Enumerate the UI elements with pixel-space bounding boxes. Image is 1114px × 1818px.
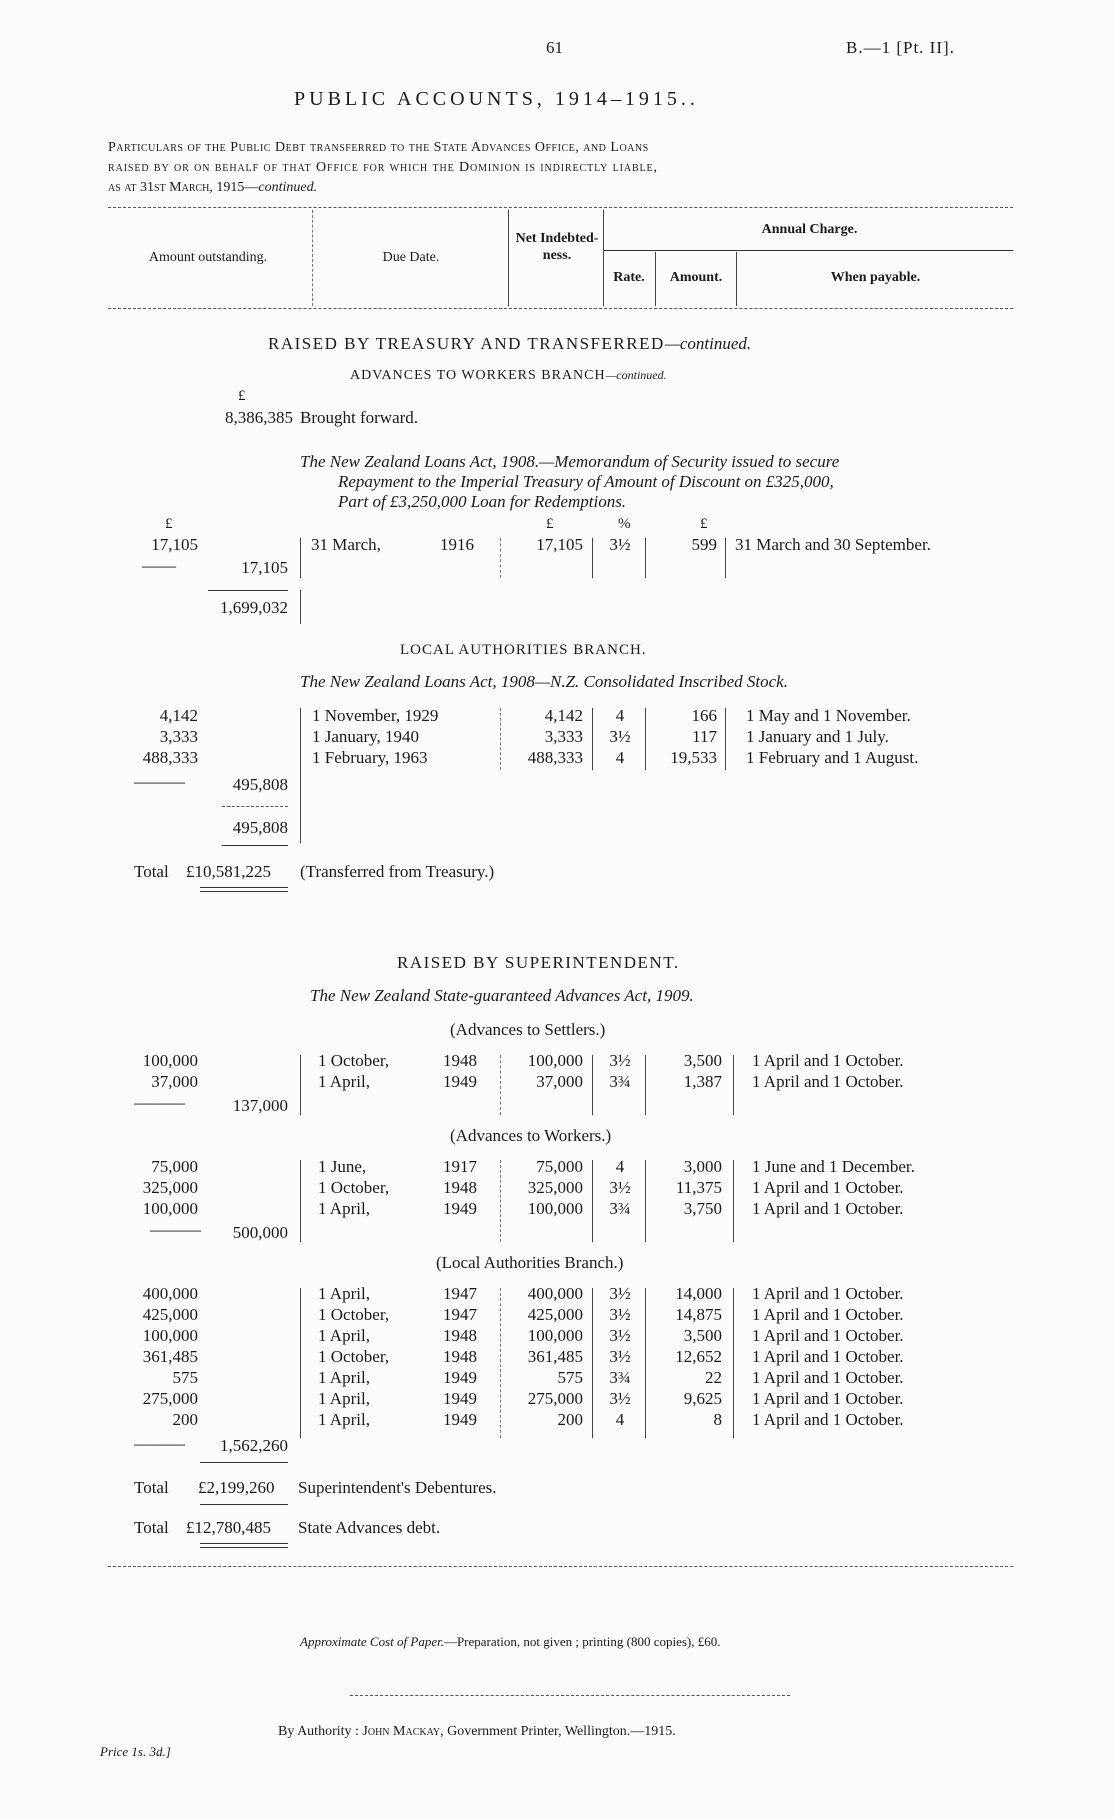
due-date: 1 October, <box>318 1051 390 1070</box>
when-payable: 1 April and 1 October. <box>752 1051 904 1070</box>
rate: 3½ <box>609 1284 631 1303</box>
dash: ——— <box>134 772 185 791</box>
when-payable: 1 April and 1 October. <box>752 1347 904 1366</box>
rule <box>200 1462 288 1463</box>
rate: 3½ <box>609 1326 631 1345</box>
document-reference: B.—1 [Pt. II]. <box>846 38 955 57</box>
col-rate: Rate. <box>613 270 645 285</box>
amount-outstanding: 488,333 <box>142 748 198 767</box>
branch-heading: LOCAL AUTHORITIES BRANCH. <box>400 642 647 658</box>
branch-heading-text: ADVANCES TO WORKERS BRANCH <box>350 368 606 383</box>
due-date: 1 October, <box>318 1347 390 1366</box>
rule <box>208 590 288 591</box>
due-date: 31 March, <box>311 535 381 554</box>
due-date: 1 November, 1929 <box>312 706 439 725</box>
due-year: 1949 <box>443 1199 477 1218</box>
column-rule <box>500 708 501 770</box>
amount-outstanding: 4,142 <box>159 706 198 725</box>
dash: ——— <box>134 1093 185 1112</box>
when-payable: 1 April and 1 October. <box>752 1389 904 1408</box>
due-date: 1 April, <box>318 1284 370 1303</box>
rate: 3½ <box>609 1389 631 1408</box>
net-indebtedness: 100,000 <box>527 1326 583 1345</box>
due-date: 1 April, <box>318 1199 370 1218</box>
due-date: 1 April, <box>318 1410 370 1429</box>
column-rule <box>300 590 301 624</box>
act-description-line-3: Part of £3,250,000 Loan for Redemptions. <box>338 492 627 511</box>
pound-sign: £ <box>546 516 554 532</box>
total-amount: £2,199,260 <box>198 1478 275 1497</box>
caption-date: as at 31st March, 1915— <box>108 180 259 195</box>
column-rule <box>500 1288 501 1438</box>
section-heading <box>268 334 751 354</box>
column-rule <box>733 1288 734 1438</box>
net-indebtedness: 100,000 <box>527 1051 583 1070</box>
rate: 3¾ <box>609 1072 631 1091</box>
branch-heading-continued: —continued. <box>605 368 667 382</box>
section-heading-continued: —continued. <box>664 334 752 353</box>
column-rule <box>300 538 301 578</box>
section-subtotal: 1,699,032 <box>220 598 288 617</box>
net-indebtedness: 275,000 <box>527 1389 583 1408</box>
column-rule <box>592 1160 593 1242</box>
col-net-indebtedness: Net Indebted- ness. <box>515 231 599 263</box>
annual-amount: 3,500 <box>683 1326 722 1345</box>
column-rule <box>645 538 646 578</box>
rate: 3½ <box>609 727 631 746</box>
due-date: 1 February, 1963 <box>312 748 428 767</box>
column-rule <box>645 1160 646 1242</box>
col-annual-charge: Annual Charge. <box>761 222 858 237</box>
rule <box>222 845 288 846</box>
amount-outstanding: 17,105 <box>151 535 198 554</box>
amount-outstanding: 100,000 <box>142 1051 198 1070</box>
net-indebtedness: 17,105 <box>536 535 583 554</box>
annual-amount: 11,375 <box>675 1178 722 1197</box>
header-divider <box>312 210 313 306</box>
total-note: State Advances debt. <box>298 1518 441 1537</box>
double-rule <box>200 887 288 888</box>
section-heading: RAISED BY SUPERINTENDENT. <box>397 953 680 972</box>
due-date: 1 April, <box>318 1389 370 1408</box>
due-year: 1947 <box>443 1305 477 1324</box>
column-rule <box>725 538 726 578</box>
act-description-line-2: Repayment to the Imperial Treasury of Amount of Discount on £325,000, <box>338 472 834 491</box>
act-title: The New Zealand State-guaranteed Advances Act, 1909. <box>310 986 694 1005</box>
brought-forward-amount: 8,386,385 <box>225 408 293 427</box>
authority-label: By Authority : <box>278 1724 359 1739</box>
annual-amount: 1,387 <box>683 1072 722 1091</box>
when-payable: 1 April and 1 October. <box>752 1072 904 1091</box>
group-subtotal: 137,000 <box>232 1096 288 1115</box>
column-rule <box>592 538 593 578</box>
amount-outstanding: 37,000 <box>151 1072 198 1091</box>
amount-outstanding: 3,333 <box>159 727 198 746</box>
pound-sign: £ <box>238 388 246 404</box>
header-divider <box>736 252 737 306</box>
annual-amount: 19,533 <box>670 748 717 767</box>
cost-label: Approximate Cost of Paper. <box>300 1634 444 1649</box>
due-date: 1 January, 1940 <box>312 727 420 746</box>
net-indebtedness: 488,333 <box>527 748 583 767</box>
annual-amount: 166 <box>691 706 717 725</box>
cost-of-paper <box>300 1634 721 1650</box>
amount-outstanding: 325,000 <box>142 1178 198 1197</box>
closing-rule <box>108 1566 1013 1567</box>
annual-amount: 117 <box>692 727 717 746</box>
column-rule <box>592 1288 593 1438</box>
rate: 3¾ <box>609 1368 631 1387</box>
column-rule <box>300 708 301 843</box>
annual-amount: 3,000 <box>683 1157 722 1176</box>
due-date: 1 October, <box>318 1178 390 1197</box>
due-year: 1917 <box>443 1157 477 1176</box>
column-rule <box>500 538 501 578</box>
price: Price 1s. 3d.] <box>100 1744 171 1759</box>
col-amount-outstanding: Amount outstanding. <box>148 250 268 265</box>
due-year: 1916 <box>440 535 474 554</box>
header-divider <box>508 210 509 306</box>
net-indebtedness: 575 <box>557 1368 583 1387</box>
amount-outstanding: 425,000 <box>142 1305 198 1324</box>
rate: 3½ <box>609 1051 631 1070</box>
col-when-payable: When payable. <box>830 270 921 285</box>
act-description-line-1: The New Zealand Loans Act, 1908.—Memorandum of Security issued to secure <box>300 452 840 471</box>
group-title: (Local Authorities Branch.) <box>436 1253 624 1272</box>
net-indebtedness: 200 <box>557 1410 583 1429</box>
grand-total-amount: £10,581,225 <box>186 862 271 881</box>
pound-sign: £ <box>700 516 708 532</box>
branch-subtotal: 17,105 <box>241 558 288 577</box>
header-top-rule <box>108 207 1013 208</box>
double-rule <box>200 891 288 892</box>
amount-outstanding: 200 <box>172 1410 198 1429</box>
column-rule <box>733 1160 734 1242</box>
page-title: PUBLIC ACCOUNTS, 1914–1915.. <box>294 88 699 110</box>
column-rule <box>500 1160 501 1242</box>
grand-total-label: Total <box>134 862 169 881</box>
due-year: 1948 <box>443 1051 477 1070</box>
annual-amount: 8 <box>713 1410 722 1429</box>
pound-sign: £ <box>165 516 173 532</box>
double-rule <box>200 1547 288 1548</box>
annual-charge-rule <box>603 250 1013 251</box>
due-date: 1 April, <box>318 1326 370 1345</box>
branch-heading <box>350 368 667 384</box>
due-date: 1 October, <box>318 1305 390 1324</box>
dash: ——— <box>150 1220 201 1239</box>
col-due-date: Due Date. <box>382 250 440 265</box>
double-rule <box>200 1543 288 1544</box>
annual-amount: 14,875 <box>675 1305 722 1324</box>
annual-amount: 3,750 <box>683 1199 722 1218</box>
caption-line-1: Particulars of the Public Debt transferred to the State Advances Office, and Loans <box>108 140 649 155</box>
rate: 4 <box>615 1410 625 1429</box>
caption-continued: continued. <box>258 180 318 195</box>
column-rule <box>300 1160 301 1242</box>
caption-line-3 <box>108 180 317 196</box>
rate: 3½ <box>609 1305 631 1324</box>
when-payable: 31 March and 30 September. <box>735 535 931 554</box>
due-year: 1948 <box>443 1347 477 1366</box>
total-label: Total <box>134 1478 169 1497</box>
printer-name: John Mackay, <box>362 1724 444 1739</box>
cost-text: —Preparation, not given ; printing (800 copies), £60. <box>443 1634 721 1649</box>
rate: 3½ <box>609 535 631 554</box>
net-indebtedness: 361,485 <box>527 1347 583 1366</box>
column-rule <box>300 1288 301 1438</box>
annual-amount: 9,625 <box>683 1389 722 1408</box>
due-year: 1949 <box>443 1410 477 1429</box>
caption-line-2: raised by or on behalf of that Office for which the Dominion is indirectly liable, <box>108 160 658 175</box>
when-payable: 1 June and 1 December. <box>752 1157 915 1176</box>
col-amount: Amount. <box>669 270 723 285</box>
when-payable: 1 April and 1 October. <box>752 1284 904 1303</box>
due-year: 1949 <box>443 1389 477 1408</box>
group-title: (Advances to Workers.) <box>450 1126 612 1145</box>
when-payable: 1 April and 1 October. <box>752 1326 904 1345</box>
annual-amount: 3,500 <box>683 1051 722 1070</box>
amount-outstanding: 100,000 <box>142 1199 198 1218</box>
net-indebtedness: 75,000 <box>536 1157 583 1176</box>
column-rule <box>592 1055 593 1115</box>
section-heading-text: RAISED BY TREASURY AND TRANSFERRED <box>268 334 665 353</box>
rate: 4 <box>615 706 625 725</box>
when-payable: 1 April and 1 October. <box>752 1368 904 1387</box>
header-divider <box>603 210 604 306</box>
due-year: 1948 <box>443 1326 477 1345</box>
group-title: (Advances to Settlers.) <box>450 1020 606 1039</box>
due-year: 1949 <box>443 1072 477 1091</box>
rate: 3½ <box>609 1347 631 1366</box>
percent-sign: % <box>618 516 631 532</box>
due-date: 1 April, <box>318 1072 370 1091</box>
rate: 3½ <box>609 1178 631 1197</box>
act-title: The New Zealand Loans Act, 1908—N.Z. Consolidated Inscribed Stock. <box>300 672 788 691</box>
dash: ——— <box>134 1434 185 1453</box>
page-number: 61 <box>546 38 563 57</box>
annual-amount: 14,000 <box>675 1284 722 1303</box>
rate: 4 <box>615 748 625 767</box>
column-rule <box>645 1055 646 1115</box>
column-rule <box>725 708 726 770</box>
amount-outstanding: 575 <box>172 1368 198 1387</box>
net-indebtedness: 325,000 <box>527 1178 583 1197</box>
column-rule <box>645 708 646 770</box>
column-rule <box>733 1055 734 1115</box>
column-rule <box>300 1055 301 1115</box>
net-indebtedness: 4,142 <box>544 706 583 725</box>
header-bottom-rule <box>108 308 1013 309</box>
when-payable: 1 April and 1 October. <box>752 1178 904 1197</box>
total-label: Total <box>134 1518 169 1537</box>
due-year: 1948 <box>443 1178 477 1197</box>
column-rule <box>592 708 593 770</box>
when-payable: 1 February and 1 August. <box>746 748 919 767</box>
rate: 4 <box>615 1157 625 1176</box>
total-amount: £12,780,485 <box>186 1518 271 1537</box>
rule <box>200 1504 288 1505</box>
printer-title: Government Printer, Wellington.—1915. <box>447 1724 676 1739</box>
annual-amount: 12,652 <box>675 1347 722 1366</box>
column-rule <box>500 1055 501 1115</box>
rate: 3¾ <box>609 1199 631 1218</box>
due-year: 1949 <box>443 1368 477 1387</box>
net-indebtedness: 37,000 <box>536 1072 583 1091</box>
amount-outstanding: 75,000 <box>151 1157 198 1176</box>
rule <box>222 806 288 807</box>
footer-rule <box>350 1695 790 1696</box>
net-indebtedness: 400,000 <box>527 1284 583 1303</box>
total-note: Superintendent's Debentures. <box>298 1478 497 1497</box>
when-payable: 1 May and 1 November. <box>746 706 911 725</box>
group-subtotal: 1,562,260 <box>220 1436 288 1455</box>
due-date: 1 June, <box>318 1157 367 1176</box>
amount-outstanding: 361,485 <box>142 1347 198 1366</box>
annual-amount: 22 <box>705 1368 722 1387</box>
net-indebtedness: 3,333 <box>544 727 583 746</box>
net-indebtedness: 100,000 <box>527 1199 583 1218</box>
due-date: 1 April, <box>318 1368 370 1387</box>
dash: —— <box>142 556 176 575</box>
amount-outstanding: 100,000 <box>142 1326 198 1345</box>
when-payable: 1 April and 1 October. <box>752 1199 904 1218</box>
when-payable: 1 April and 1 October. <box>752 1305 904 1324</box>
when-payable: 1 January and 1 July. <box>746 727 889 746</box>
net-indebtedness: 425,000 <box>527 1305 583 1324</box>
branch-subtotal: 495,808 <box>232 775 288 794</box>
amount-outstanding: 400,000 <box>142 1284 198 1303</box>
branch-total: 495,808 <box>232 818 288 837</box>
printer-authority <box>278 1724 676 1740</box>
column-rule <box>645 1288 646 1438</box>
when-payable: 1 April and 1 October. <box>752 1410 904 1429</box>
group-subtotal: 500,000 <box>232 1223 288 1242</box>
amount-outstanding: 275,000 <box>142 1389 198 1408</box>
annual-amount: 599 <box>691 535 717 554</box>
brought-forward-label: Brought forward. <box>300 408 419 427</box>
due-year: 1947 <box>443 1284 477 1303</box>
grand-total-note: (Transferred from Treasury.) <box>300 862 495 881</box>
